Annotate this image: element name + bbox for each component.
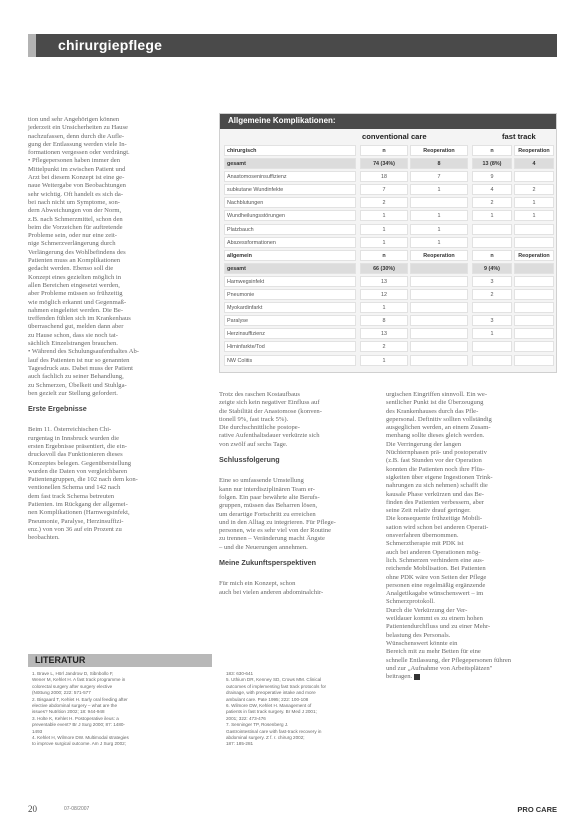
table-cell: 2 <box>360 341 408 352</box>
table-cell: 1 <box>410 210 468 221</box>
table-cell <box>410 315 468 326</box>
text-line: beobachten. <box>28 534 60 542</box>
text-line: naue Weitergabe von Beobachtungen <box>28 182 126 190</box>
table-cell: Reoperation <box>410 250 468 261</box>
text-line: personen, wie es sehr viel von der Routine <box>219 527 332 535</box>
table-cell: 4 <box>514 158 554 169</box>
row-label: Myokardinfarkt <box>224 302 356 313</box>
column-2-bottom-text <box>219 580 377 597</box>
table-cell: 66 (30%) <box>360 263 408 274</box>
row-label: Anastomoseninsuffizienz <box>224 171 356 182</box>
table-cell: 18 <box>360 171 408 182</box>
text-line: und zur „Aufnahme von Arbeitsplätzen" <box>386 664 493 672</box>
reference-line: preventable event? Br J Surg 2000; 87: 1480- <box>32 722 125 728</box>
column-2-top-text <box>219 391 377 449</box>
table-cell <box>410 328 468 339</box>
journal-name: PRO CARE <box>517 805 557 814</box>
text-line: Schmerztherapie mit PDK ist <box>386 540 464 548</box>
text-line: auch fachlich zu seiner Behandlung, <box>28 373 124 381</box>
text-line: Verlängerung des Wohlbefindens des <box>28 248 126 256</box>
text-line: enz.) von von 36 auf ein Prozent zu <box>28 525 122 533</box>
end-of-article-mark <box>414 674 420 680</box>
table-cell <box>514 328 554 339</box>
text-line: z.B. nach Schmerzmittel, schon den <box>28 215 123 223</box>
reference-line: 187: 185-281 <box>226 741 254 747</box>
text-line: gedacht werden. Ebenso soll die <box>28 265 114 273</box>
text-line: wie möglich erkannt und Gegenmaß- <box>28 298 127 306</box>
row-label: NW Colitis <box>224 355 356 366</box>
row-label: Pneumonie <box>224 289 356 300</box>
reference-line: colorectal surgery after surgery elective <box>32 683 113 689</box>
text-line: • Während des Schulungsaufenthaltes Ab- <box>28 348 139 356</box>
table-cell: 2 <box>472 289 512 300</box>
heading-zukunftsperspektiven: Meine Zukunftsperspektiven <box>219 558 317 568</box>
table-row <box>224 301 554 314</box>
table-cell: 1 <box>360 237 408 248</box>
text-line: finden des Patienten verbessern, aber <box>386 498 484 506</box>
table-header <box>220 114 556 129</box>
column-1-top-text <box>28 116 212 398</box>
table-row <box>224 170 554 183</box>
text-line: dem fast track Schema betreuten <box>28 492 115 500</box>
text-line: bei nach nicht um Symptome, son- <box>28 198 120 206</box>
table-cell: 1 <box>360 224 408 235</box>
table-cell <box>514 276 554 287</box>
text-line: tion und sehr Angehörigen können <box>28 116 120 123</box>
page-footer <box>28 804 557 816</box>
table-cell: 1 <box>472 328 512 339</box>
table-cell <box>514 289 554 300</box>
table-cell: 3 <box>472 315 512 326</box>
column-3-text <box>386 391 557 681</box>
table-title: Allgemeine Komplikationen: <box>228 116 336 125</box>
text-line: Für mich ein Konzept, schon <box>219 580 296 588</box>
text-line: beitragen. <box>386 673 557 681</box>
text-line: ersten Ergebnisse präsentiert, die ein- <box>28 442 127 450</box>
row-label: Herzinsuffizienz <box>224 328 356 339</box>
text-line: reichende Mobilisation. Bei Patienten <box>386 565 486 573</box>
text-line: Bereich mit zu mehr Betten für eine <box>386 648 481 656</box>
table-row <box>224 223 554 236</box>
table-row <box>224 327 554 340</box>
row-label: subkutane Wundinfekte <box>224 184 356 195</box>
table-cell <box>410 197 468 208</box>
table-group-labels <box>220 132 556 142</box>
reference-line: patients in fast track surgery. Br Med J 2001; <box>226 709 317 715</box>
table-cell: 2 <box>472 197 512 208</box>
text-line: von zwölf auf sechs Tage. <box>219 440 288 448</box>
reference-line: (Nöttung 2000; 222: 571-577 <box>32 690 91 696</box>
group-fast-track: fast track <box>502 132 536 141</box>
row-label: Harnwegsinfekt <box>224 276 356 287</box>
heading-erste-ergebnisse: Erste Ergebnisse <box>28 404 87 414</box>
table-cell <box>514 263 554 274</box>
reference-line: ambulant care. Pate 1995; 222: 100-108 <box>226 696 309 702</box>
table-cell: n <box>360 145 408 156</box>
text-line: tionell 9%, fast track 5%). <box>219 415 289 423</box>
reference-line: 4. Kehlet H, Wilmore DW. Multimodal strategies <box>32 735 129 741</box>
reference-line: drainage, with preoperative intake and more <box>226 690 316 696</box>
text-line: belastung des Personals. <box>386 631 451 639</box>
text-line: um derartige Fortschritt zu erreichen <box>219 510 316 518</box>
text-line: allen Bereichen eingesetzt werden, <box>28 281 120 289</box>
text-line: Die konsequente frühzeitige Mobili- <box>386 515 483 523</box>
heading-schlussfolgerung: Schlussfolgerung <box>219 455 280 465</box>
issue-code: 07-08/2007 <box>64 806 90 812</box>
table-row <box>224 196 554 209</box>
reference-line: to improve surgical outcome. Am J Surg 2002; <box>32 741 126 747</box>
text-line: wurden die Daten von vergleichbaren <box>28 467 128 475</box>
table-cell <box>472 341 512 352</box>
row-label: chirurgisch <box>224 145 356 156</box>
text-line: nahmen eingeleitet werden. Die Be- <box>28 306 124 314</box>
table-cell: 1 <box>410 237 468 248</box>
column-2 <box>219 391 377 597</box>
text-line: Arzt bei diesem Konzept ist eine ge- <box>28 174 125 182</box>
text-line: Trotz des raschen Kostaufbaus <box>219 391 300 398</box>
table-cell: 7 <box>410 171 468 182</box>
text-line: folgen. Ein paar bewährte alte Berufs- <box>219 493 320 501</box>
text-line: zeigte sich kein negativer Einfluss auf <box>219 399 320 407</box>
table-cell: 1 <box>410 184 468 195</box>
table-cell <box>410 302 468 313</box>
section-title: chirurgiepflege <box>58 37 163 53</box>
table-cell <box>514 355 554 366</box>
reference-line: 1493 <box>32 728 43 734</box>
text-line: Wünschenswert könnte ein <box>386 639 458 647</box>
table-cell: 1 <box>514 210 554 221</box>
text-line: Eine so umfassende Umstellung <box>219 477 304 485</box>
row-label: gesamt <box>224 158 356 169</box>
text-line: und in den Alltag zu integrieren. Für Pflege- <box>219 518 336 526</box>
row-label: Nachblutungen <box>224 197 356 208</box>
text-line: schnelle Entlassung, der Pflegepersonen führen <box>386 656 512 664</box>
text-line: ohne PDK wäre von Seiten der Pflege <box>386 573 487 581</box>
text-line: Durch die Verkürzung der Ver- <box>386 606 468 614</box>
text-line: Konzeptes belegen. Gegenüberstellung <box>28 459 132 467</box>
table-row <box>224 183 554 196</box>
references-column-1 <box>32 671 222 748</box>
reference-line: 183: 630-641 <box>226 671 254 676</box>
table-cell <box>514 315 554 326</box>
table-cell: 2 <box>514 184 554 195</box>
table-row <box>224 340 554 353</box>
literature-title: LITERATUR <box>35 655 86 665</box>
table-cell <box>410 276 468 287</box>
table-row <box>224 288 554 301</box>
text-line: zu trennen – Veränderung macht Ängste <box>219 535 325 543</box>
text-line: sentlicher Punkt ist die Überzeugung <box>386 399 484 407</box>
text-line: gung der Entlassung werden viele In- <box>28 140 127 148</box>
text-line: zu Hause schon, dass sie noch tat- <box>28 331 118 339</box>
table-row <box>224 209 554 222</box>
reference-line: Wener M, Kehlet H. A fast track programme in <box>32 677 126 683</box>
text-line: weildauer kommt es zu einem hohen <box>386 615 483 623</box>
text-line: Beim 11. Österreichischen Chi- <box>28 426 112 434</box>
table-cell: Reoperation <box>514 250 554 261</box>
column-3 <box>386 391 557 681</box>
table-cell: 1 <box>410 224 468 235</box>
row-label: Platzbauch <box>224 224 356 235</box>
table-cell <box>514 171 554 182</box>
text-line: kann nur interdisziplinären Team er- <box>219 485 315 493</box>
text-line: Tagesdruck aus. Dabei muss der Patient <box>28 364 134 372</box>
text-line: personen eine regelmäßig ergänzende <box>386 581 486 589</box>
row-label: Paralyse <box>224 315 356 326</box>
text-line: Patienten muss an Komplikationen <box>28 257 121 265</box>
row-label: Abszessformationen <box>224 237 356 248</box>
table-cell: 13 <box>360 276 408 287</box>
table-row <box>224 249 554 262</box>
table-cell: 2 <box>360 197 408 208</box>
row-label: allgemein <box>224 250 356 261</box>
text-line: Die Verringerung der langen <box>386 440 462 448</box>
table-cell <box>514 237 554 248</box>
table-row <box>224 236 554 249</box>
text-line: rurgentag in Innsbruck wurden die <box>28 434 120 442</box>
text-line: konnten die Patienten noch ihre Flüs- <box>386 465 485 473</box>
text-line: seine Zeit relativ drauf geringer. <box>386 507 471 515</box>
text-line: gepersonal. Definitiv sollten vollständig <box>386 415 492 423</box>
table-row <box>224 262 554 275</box>
text-line: nahrungen zu sich nehmen) schafft die <box>386 482 488 490</box>
text-line: onsverfahren übernommen. <box>386 532 459 540</box>
text-line: ausgeglichen werden, an einem Zusam- <box>386 424 491 432</box>
table-cell <box>410 289 468 300</box>
reference-line: 2. Bisgaard T, Kehlet H. Early oral feeding after <box>32 696 128 702</box>
text-line: jederzeit ein Unsicherheiten zu Hause <box>28 124 128 132</box>
table-cell: n <box>472 145 512 156</box>
text-line: kausale Phase verkürzen und das Be- <box>386 490 484 498</box>
reference-line: issues? Nutrition 2002; 18: 944-948 <box>32 709 105 715</box>
table-cell <box>514 224 554 235</box>
text-line: nen Komplikationen (Harnwegsinfekt, <box>28 509 130 517</box>
table-cell: 1 <box>360 355 408 366</box>
text-line: Patientengruppen, die 102 nach dem kon- <box>28 476 138 484</box>
reference-line: 6. Wilmore DW, Kehlet H. Management of <box>226 703 312 709</box>
table-row <box>224 275 554 288</box>
text-line: sächlich Einzelstrangen brauchen. <box>28 340 118 348</box>
table-cell: 1 <box>472 210 512 221</box>
references-column-2 <box>226 671 386 748</box>
section-header <box>28 34 557 57</box>
table-cell <box>472 237 512 248</box>
reference-line: 1. Brave L, Hörl Jandrow D, Sibnbollo F, <box>32 671 114 676</box>
text-line: gruppen, müssen das Beharren lösen, <box>219 502 318 510</box>
table-cell: n <box>472 250 512 261</box>
reference-line: 3. Holte K, Kehlet H. Postoperative ileus: a <box>32 715 119 721</box>
table-cell: Reoperation <box>514 145 554 156</box>
text-line: auch bei anderen Operationen mög- <box>386 548 481 556</box>
text-line: überraschend gut, melden dann aber <box>28 323 124 331</box>
text-line: urgischen Eingriffen sinnvoll. Ein we- <box>386 391 488 398</box>
row-label: gesamt <box>224 263 356 274</box>
reference-line: abdominal surgery. Z f. r. chirurg 2002; <box>226 735 305 741</box>
table-cell: 4 <box>472 184 512 195</box>
complications-table <box>219 113 557 373</box>
table-cell <box>472 224 512 235</box>
text-line: Patientendurchfluss und zu einer Mehr- <box>386 623 491 631</box>
text-line: Schmerzprotokoll. <box>386 598 435 606</box>
table-cell: 3 <box>472 276 512 287</box>
text-line: zu Schmerzen, Übelkeit und Stuhlga- <box>28 381 127 389</box>
header-marker <box>28 34 36 57</box>
table-row <box>224 157 554 170</box>
table-cell: 8 <box>410 158 468 169</box>
text-line: formationen vergessen oder verdrängt. <box>28 149 130 157</box>
table-cell: Reoperation <box>410 145 468 156</box>
text-line: nige Schmerzverlängerung durch <box>28 240 116 248</box>
table-cell: 1 <box>514 197 554 208</box>
text-line: dern Abweichungen von der Norm, <box>28 207 122 215</box>
table-cell: 74 (34%) <box>360 158 408 169</box>
text-line: aber Probleme müssen so frühzeitig <box>28 290 123 298</box>
table-cell <box>472 302 512 313</box>
row-label: Hirninfarkte/Tod <box>224 341 356 352</box>
text-line: drucksvoll das Funktionieren dieses <box>28 451 123 459</box>
text-line: ben gezielt zur Stellung gefordert. <box>28 389 118 397</box>
table-row <box>224 354 554 367</box>
text-line: lich. Schmerzen verhindern eine aus- <box>386 556 484 564</box>
table-cell: 1 <box>360 302 408 313</box>
table-cell: 9 (4%) <box>472 263 512 274</box>
page-number: 20 <box>28 804 37 814</box>
text-line: Mittelpunkt im zwischen Patient und <box>28 165 126 173</box>
text-line: rative Aufenthaltsdauer verkürzte sich <box>219 432 320 440</box>
literature-header <box>28 654 212 667</box>
column-1 <box>28 116 212 543</box>
text-line: sation wird schon bei anderen Operati- <box>386 523 489 531</box>
table-cell: n <box>360 250 408 261</box>
table-cell <box>514 302 554 313</box>
column-1-bottom-text <box>28 426 212 542</box>
table-cell <box>472 355 512 366</box>
text-line: auch bei vielen anderen abdominalchir- <box>219 588 324 596</box>
group-conventional: conventional care <box>362 132 427 141</box>
text-line: Analgetikagabe wünschenswert – im <box>386 590 484 598</box>
table-cell: 1 <box>360 210 408 221</box>
table-cell: 13 <box>360 328 408 339</box>
text-line: Pneumonie, Paralyse, Herzinsuffizi- <box>28 517 124 525</box>
reference-line: Gastrointestinal care with fast-track recovery in <box>226 728 322 734</box>
table-cell <box>410 355 468 366</box>
text-line: treffenden fühlen sich im Krankenhaus <box>28 315 131 323</box>
text-line: Patienten. im Rückgang der allgemei- <box>28 501 128 509</box>
table-row <box>224 314 554 327</box>
table-cell: 8 <box>360 315 408 326</box>
table-cell: 7 <box>360 184 408 195</box>
text-line: Nüchternphasen prä- und postoperativ <box>386 449 487 457</box>
table-rows <box>224 144 554 367</box>
text-line: Probleme sein, oder nur eine zeit- <box>28 232 117 240</box>
text-line: die Stabilität der Anastomose (konven- <box>219 407 322 415</box>
reference-line: 5. Uthium DR, Kenney SD, Crows MM. Clinical <box>226 677 322 683</box>
text-line: des Krankenhauses durch das Pfle- <box>386 407 479 415</box>
table-row <box>224 144 554 157</box>
text-line: beim die Vorzeichen für auftretende <box>28 223 123 231</box>
reference-line: outcomes of implementing fast track protocols for <box>226 683 327 689</box>
text-line: lauf des Patienten ist nur so genannten <box>28 356 130 364</box>
table-cell: 13 (8%) <box>472 158 512 169</box>
text-line: ventionellen Schema und 142 nach <box>28 484 121 492</box>
table-cell <box>514 341 554 352</box>
text-line: nachzufassen, denn durch die Aufle- <box>28 132 125 140</box>
table-cell: 12 <box>360 289 408 300</box>
text-line: Konzept eines gezielten möglich in <box>28 273 122 281</box>
table-cell <box>410 263 468 274</box>
row-label: Wundheilungsstörungen <box>224 210 356 221</box>
reference-line: elective abdominal surgery – what are the <box>32 703 118 709</box>
text-line: Die durchschnittliche postope- <box>219 424 300 432</box>
text-line: menhang sollte dieses gleich werden. <box>386 432 485 440</box>
reference-line: 7. Senninger TP, Rosenberg J. <box>226 722 289 728</box>
text-line: sigkeiten über eigene Ingestionen Trink- <box>386 473 493 481</box>
table-cell <box>410 341 468 352</box>
column-2-mid-text <box>219 477 377 552</box>
text-line: sehr wichtig. Oft handelt es sich da- <box>28 190 124 198</box>
text-line: (z.B. fast Stunden vor der Operation <box>386 457 482 465</box>
reference-line: 2001; 322: 473-476 <box>226 715 266 721</box>
text-line: – und die Neuerungen annehmen. <box>219 543 308 551</box>
text-line: • Pflegepersonen haben immer den <box>28 157 121 165</box>
table-cell: 9 <box>472 171 512 182</box>
